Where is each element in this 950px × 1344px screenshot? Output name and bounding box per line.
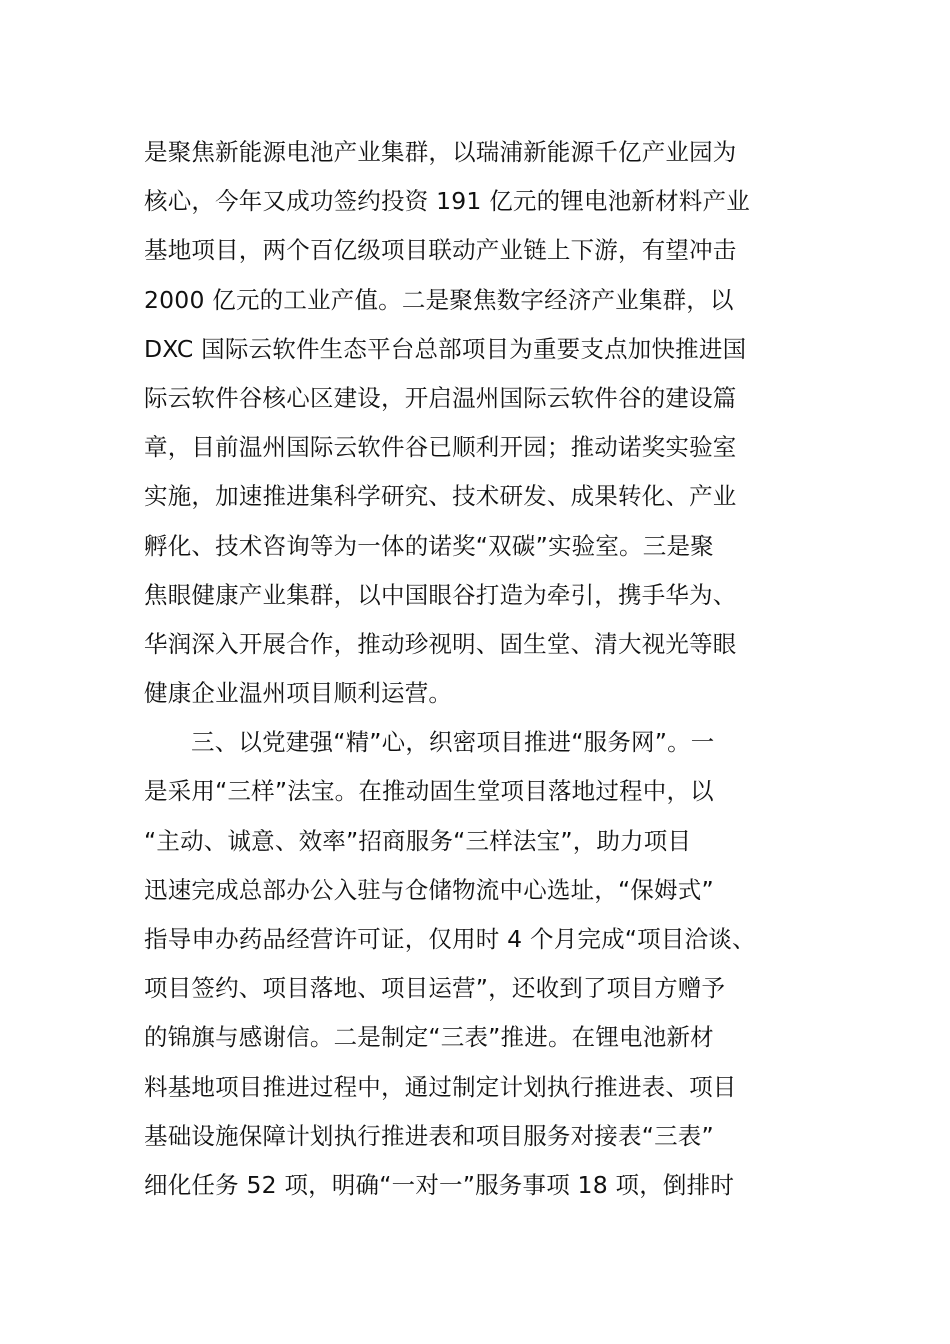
text-line: 基础设施保障计划执行推进表和项目服务对接表“三表” [144,1121,714,1150]
text-line: 基地项目，两个百亿级项目联动产业链上下游，有望冲击 [144,236,737,265]
text-line: 2000 亿元的工业产值。二是聚焦数字经济产业集群，以 [144,285,734,314]
text-line: 健康企业温州项目顺利运营。 [144,679,453,708]
text-line: 孵化、技术咨询等为一体的诺奖“双碳”实验室。三是聚 [144,531,714,560]
text-line: 是聚焦新能源电池产业集群，以瑞浦新能源千亿产业园为 [144,138,737,166]
section-three-first-line: 三、以党建强“精”心，织密项目推进“服务网”。一 [191,728,715,757]
body-text [144,128,844,1210]
text-line: DXC 国际云软件生态平台总部项目为重要支点加快推进国 [144,334,747,363]
text-line: 迅速完成总部办公入驻与仓储物流中心选址，“保姆式” [144,875,714,904]
text-line: 核心，今年又成功签约投资 191 亿元的锂电池新材料产业 [144,187,750,216]
text-line: 实施，加速推进集科学研究、技术研发、成果转化、产业 [144,482,737,511]
text-line: 细化任务 52 项，明确“一对一”服务事项 18 项，倒排时 [144,1170,735,1199]
text-line: 华润深入开展合作，推动珍视明、固生堂、清大视光等眼 [144,629,737,658]
text-line: 是采用“三样”法宝。在推动固生堂项目落地过程中，以 [144,777,714,806]
text-line: 的锦旗与感谢信。二是制定“三表”推进。在锂电池新材 [144,1023,714,1052]
text-line: 料基地项目推进过程中，通过制定计划执行推进表、项目 [144,1072,737,1101]
text-line: 际云软件谷核心区建设，开启温州国际云软件谷的建设篇 [144,383,737,412]
text-line: 章，目前温州国际云软件谷已顺利开园；推动诺奖实验室 [144,433,737,462]
text-line: 项目签约、项目落地、项目运营”，还收到了项目方赠予 [144,974,726,1003]
text-line: 焦眼健康产业集群，以中国眼谷打造为牵引，携手华为、 [144,580,737,609]
text-line: 指导申办药品经营许可证，仅用时 4 个月完成“项目洽谈、 [144,925,756,953]
text-line: “主动、诚意、效率”招商服务“三样法宝”，助力项目 [144,826,692,855]
